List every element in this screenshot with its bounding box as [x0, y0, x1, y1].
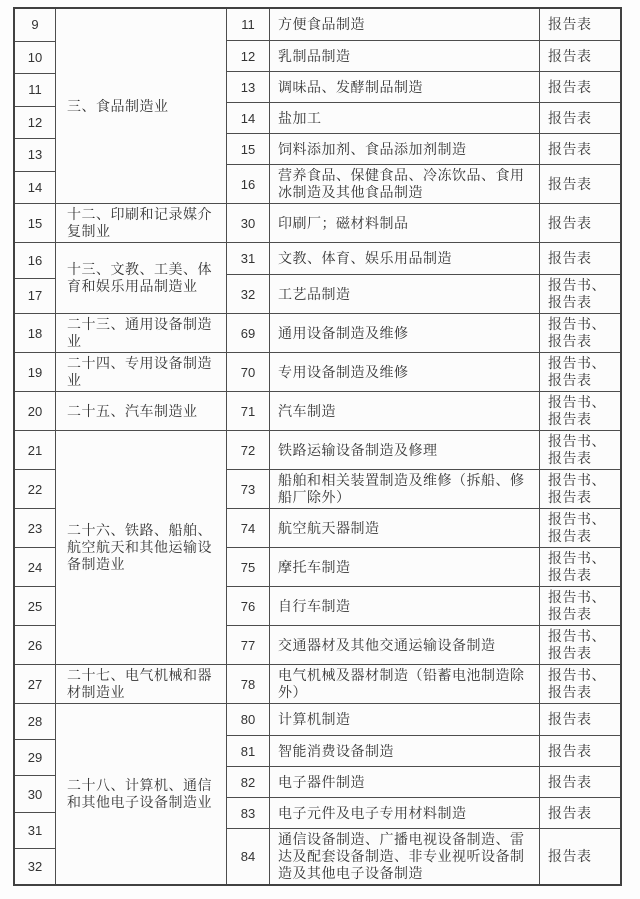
category-block [15, 9, 620, 203]
table-row [227, 797, 620, 828]
row-number-cell: 23 [15, 508, 55, 547]
item-name-cell: 计算机制造 [270, 704, 540, 735]
category-block [15, 352, 620, 391]
item-number-cell: 74 [227, 509, 270, 547]
row-number-cell: 25 [15, 586, 55, 625]
row-number-cell: 9 [31, 17, 39, 33]
item-number-cell: 78 [227, 665, 270, 703]
item-name-cell: 印刷厂；磁材料制品 [270, 204, 540, 242]
item-name-cell: 文教、体育、娱乐用品制造 [270, 243, 540, 274]
category-block [15, 203, 620, 242]
item-name-cell: 工艺品制造 [270, 275, 540, 313]
category-cell: 二十八、计算机、通信和其他电子设备制造业 [56, 704, 227, 884]
category-cell: 二十六、铁路、船舶、航空航天和其他运输设备制造业 [56, 431, 227, 664]
item-name-cell: 电气机械及器材制造（铅蓄电池制造除外） [270, 665, 540, 703]
row-number-column [15, 204, 56, 242]
table-row [227, 392, 620, 430]
item-number-cell: 81 [227, 736, 270, 766]
item-number-cell: 11 [227, 9, 270, 40]
item-name-cell: 调味品、发酵制品制造 [270, 72, 540, 102]
item-number-cell: 31 [227, 243, 270, 274]
table-row [227, 133, 620, 164]
block-left [15, 353, 227, 391]
table-row [227, 469, 620, 508]
item-name-cell: 方便食品制造 [270, 9, 540, 40]
report-type-cell: 报告表 [548, 804, 592, 821]
row-number-cell: 26 [15, 625, 55, 664]
report-type-cell: 报告表 [548, 711, 592, 727]
row-number-cell: 13 [15, 138, 55, 171]
row-number-cell: 29 [15, 739, 55, 775]
row-number-cell: 21 [27, 442, 43, 458]
item-name-cell: 饲料添加剂、食品添加剂制造 [270, 134, 540, 164]
report-type-cell: 报告书、报告表 [548, 277, 606, 310]
row-number-cell: 31 [15, 812, 55, 848]
item-name-cell: 专用设备制造及维修 [270, 353, 540, 391]
category-cell: 二十七、电气机械和器材制造业 [56, 665, 227, 703]
category-cell: 二十五、汽车制造业 [56, 392, 227, 430]
item-number-cell: 30 [227, 204, 270, 242]
table-row [227, 102, 620, 133]
row-number-column [15, 314, 56, 352]
report-type-cell: 报告表 [548, 742, 592, 759]
category-cell: 十三、文教、工美、体育和娱乐用品制造业 [56, 243, 227, 313]
row-number-column [15, 431, 56, 664]
item-name-cell: 交通器材及其他交通运输设备制造 [270, 626, 540, 664]
table-row [227, 40, 620, 71]
table-row [227, 204, 620, 242]
item-name-cell: 铁路运输设备制造及修理 [270, 431, 540, 469]
block-right [227, 243, 620, 313]
item-name-cell: 汽车制造 [270, 392, 540, 430]
row-number-cell: 12 [15, 106, 55, 139]
item-name-cell: 自行车制造 [270, 587, 540, 625]
item-number-cell: 83 [227, 798, 270, 828]
item-name-cell: 盐加工 [270, 103, 540, 133]
row-number-cell: 28 [27, 714, 43, 730]
row-number-column [15, 243, 56, 313]
block-left [15, 243, 227, 313]
item-name-cell: 智能消费设备制造 [270, 736, 540, 766]
block-left [15, 392, 227, 430]
table-row [227, 431, 620, 469]
item-number-cell: 73 [227, 470, 270, 508]
block-left [15, 204, 227, 242]
report-type-cell: 报告书、报告表 [548, 433, 606, 466]
row-number-cell: 20 [27, 403, 43, 419]
row-number-cell: 27 [27, 676, 43, 692]
item-number-cell: 75 [227, 548, 270, 586]
report-type-cell: 报告表 [548, 175, 592, 192]
block-right [227, 665, 620, 703]
row-number-cell: 32 [15, 848, 55, 884]
block-right [227, 392, 620, 430]
item-name-cell: 摩托车制造 [270, 548, 540, 586]
table-row [227, 547, 620, 586]
report-type-cell: 报告表 [548, 47, 592, 64]
approval-table [13, 7, 622, 886]
row-number-cell: 15 [27, 215, 43, 231]
row-number-cell: 30 [15, 775, 55, 811]
category-cell: 十二、印刷和记录媒介复制业 [56, 204, 227, 242]
item-name-cell: 电子元件及电子专用材料制造 [270, 798, 540, 828]
row-number-cell: 11 [15, 73, 55, 106]
item-number-cell: 14 [227, 103, 270, 133]
report-type-cell: 报告表 [548, 109, 592, 126]
row-number-column [15, 665, 56, 703]
block-left [15, 431, 227, 664]
block-right [227, 704, 620, 884]
report-type-cell: 报告书、报告表 [548, 550, 606, 583]
report-type-cell: 报告书、报告表 [548, 394, 606, 427]
item-number-cell: 77 [227, 626, 270, 664]
item-number-cell: 12 [227, 41, 270, 71]
block-left [15, 665, 227, 703]
block-left [15, 314, 227, 352]
item-name-cell: 通用设备制造及维修 [270, 314, 540, 352]
category-cell: 二十三、通用设备制造业 [56, 314, 227, 352]
table-row [227, 665, 620, 703]
table-row [227, 274, 620, 313]
item-number-cell: 84 [227, 829, 270, 884]
table-row [227, 704, 620, 735]
row-number-column [15, 9, 56, 203]
item-number-cell: 76 [227, 587, 270, 625]
item-number-cell: 32 [227, 275, 270, 313]
block-left [15, 9, 227, 203]
item-name-cell: 通信设备制造、广播电视设备制造、雷达及配套设备制造、非专业视听设备制造及其他电子设备制造 [270, 829, 540, 884]
row-number-cell: 22 [15, 469, 55, 508]
item-number-cell: 15 [227, 134, 270, 164]
item-number-cell: 80 [227, 704, 270, 735]
table-row [227, 625, 620, 664]
row-number-column [15, 392, 56, 430]
table-row [227, 71, 620, 102]
item-number-cell: 72 [227, 431, 270, 469]
category-cell: 三、食品制造业 [56, 9, 227, 203]
row-number-cell: 17 [15, 278, 55, 314]
block-right [227, 353, 620, 391]
row-number-cell: 10 [15, 41, 55, 74]
table-row [227, 508, 620, 547]
report-type-cell: 报告表 [548, 16, 592, 32]
row-number-column [15, 704, 56, 884]
row-number-cell: 19 [27, 364, 43, 380]
item-number-cell: 69 [227, 314, 270, 352]
item-number-cell: 82 [227, 767, 270, 797]
report-type-cell: 报告表 [548, 250, 592, 266]
row-number-cell: 18 [27, 325, 43, 341]
table-row [227, 586, 620, 625]
report-type-cell: 报告书、报告表 [548, 589, 606, 622]
table-row [227, 735, 620, 766]
item-name-cell: 乳制品制造 [270, 41, 540, 71]
item-number-cell: 13 [227, 72, 270, 102]
table-row [227, 9, 620, 40]
block-left [15, 704, 227, 884]
block-right [227, 9, 620, 203]
table-row [227, 243, 620, 274]
table-row [227, 766, 620, 797]
table-row [227, 314, 620, 352]
report-type-cell: 报告表 [548, 78, 592, 95]
item-name-cell: 船舶和相关装置制造及维修（拆船、修船厂除外） [270, 470, 540, 508]
category-block [15, 430, 620, 664]
report-type-cell: 报告书、报告表 [548, 511, 606, 544]
category-block [15, 242, 620, 313]
category-block [15, 391, 620, 430]
row-number-cell: 24 [15, 547, 55, 586]
report-type-cell: 报告书、报告表 [548, 628, 606, 661]
item-number-cell: 16 [227, 165, 270, 203]
table-row [227, 353, 620, 391]
report-type-cell: 报告书、报告表 [548, 316, 606, 349]
category-block [15, 703, 620, 884]
block-right [227, 314, 620, 352]
item-name-cell: 电子器件制造 [270, 767, 540, 797]
item-number-cell: 70 [227, 353, 270, 391]
report-type-cell: 报告表 [548, 214, 592, 231]
row-number-cell: 16 [27, 252, 43, 268]
item-name-cell: 航空航天器制造 [270, 509, 540, 547]
report-type-cell: 报告书、报告表 [548, 667, 606, 700]
category-cell: 二十四、专用设备制造业 [56, 353, 227, 391]
report-type-cell: 报告表 [548, 140, 592, 157]
block-right [227, 431, 620, 664]
report-type-cell: 报告书、报告表 [548, 355, 606, 388]
row-number-cell: 14 [15, 171, 55, 204]
table-row [227, 828, 620, 884]
report-type-cell: 报告表 [548, 848, 592, 864]
row-number-column [15, 353, 56, 391]
category-block [15, 664, 620, 703]
report-type-cell: 报告表 [548, 773, 592, 790]
category-block [15, 313, 620, 352]
item-name-cell: 营养食品、保健食品、冷冻饮品、食用冰制造及其他食品制造 [270, 165, 540, 203]
table-row [227, 164, 620, 203]
block-right [227, 204, 620, 242]
item-number-cell: 71 [227, 392, 270, 430]
report-type-cell: 报告书、报告表 [548, 472, 606, 505]
